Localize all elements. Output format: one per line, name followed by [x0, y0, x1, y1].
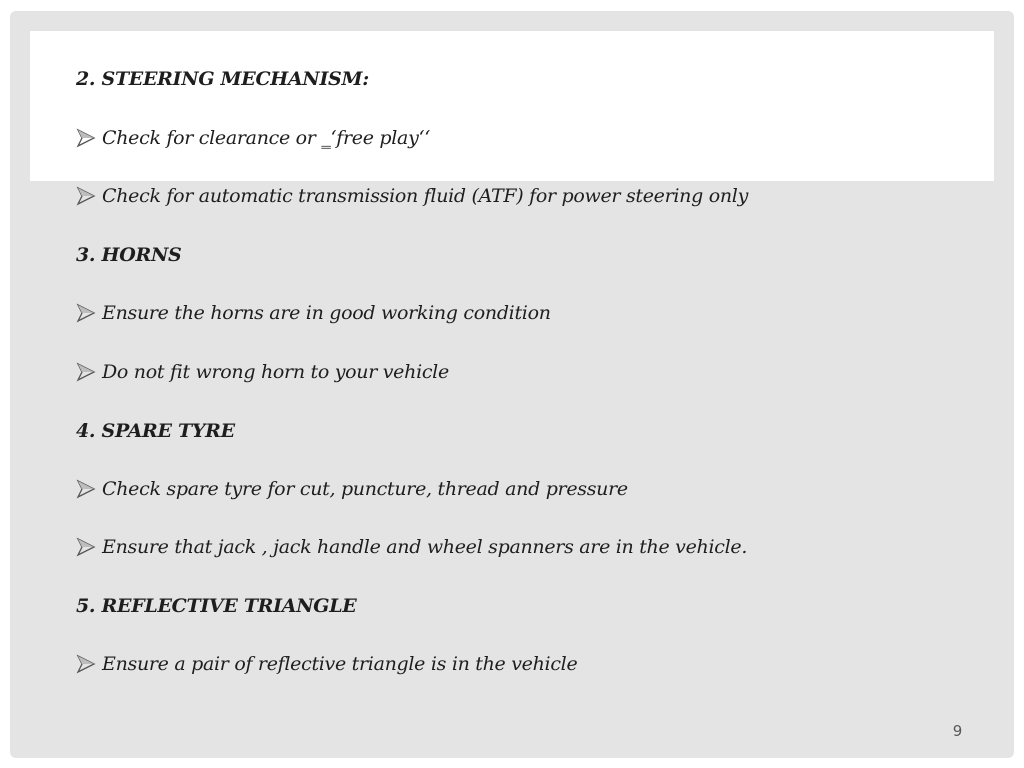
bullet-item [76, 184, 748, 208]
section-heading-reflective-triangle: 5. REFLECTIVE TRIANGLE [76, 595, 357, 617]
arrowhead-bullet-icon [76, 537, 96, 557]
bullet-item [76, 360, 449, 384]
arrowhead-bullet-icon [76, 479, 96, 499]
bullet-item [76, 652, 577, 676]
section-heading-horns: 3. HORNS [76, 244, 182, 266]
slide [10, 11, 1014, 758]
section-heading-steering: 2. STEERING MECHANISM: [76, 68, 369, 90]
slide-content [10, 11, 1014, 758]
bullet-item [76, 477, 628, 501]
arrowhead-bullet-icon [76, 654, 96, 674]
bullet-text: Do not fit wrong horn to your vehicle [102, 361, 449, 383]
page-number: 9 [952, 722, 962, 740]
arrowhead-bullet-icon [76, 128, 96, 148]
bullet-text: Check spare tyre for cut, puncture, thread and pressure [102, 478, 628, 500]
bullet-item [76, 535, 747, 559]
bullet-item [76, 126, 430, 150]
arrowhead-bullet-icon [76, 186, 96, 206]
arrowhead-bullet-icon [76, 303, 96, 323]
bullet-text: Ensure a pair of reflective triangle is in the vehicle [102, 653, 578, 675]
bullet-text: Ensure that jack , jack handle and wheel spanners are in the vehicle. [102, 536, 748, 558]
section-heading-spare-tyre: 4. SPARE TYRE [76, 420, 235, 442]
arrowhead-bullet-icon [76, 362, 96, 382]
bullet-text: Ensure the horns are in good working condition [102, 302, 551, 324]
bullet-text: Check for automatic transmission fluid (ATF) for power steering only [102, 185, 749, 207]
bullet-item [76, 301, 551, 325]
bullet-text: Check for clearance or ‗‘free play‘‘ [102, 127, 430, 149]
